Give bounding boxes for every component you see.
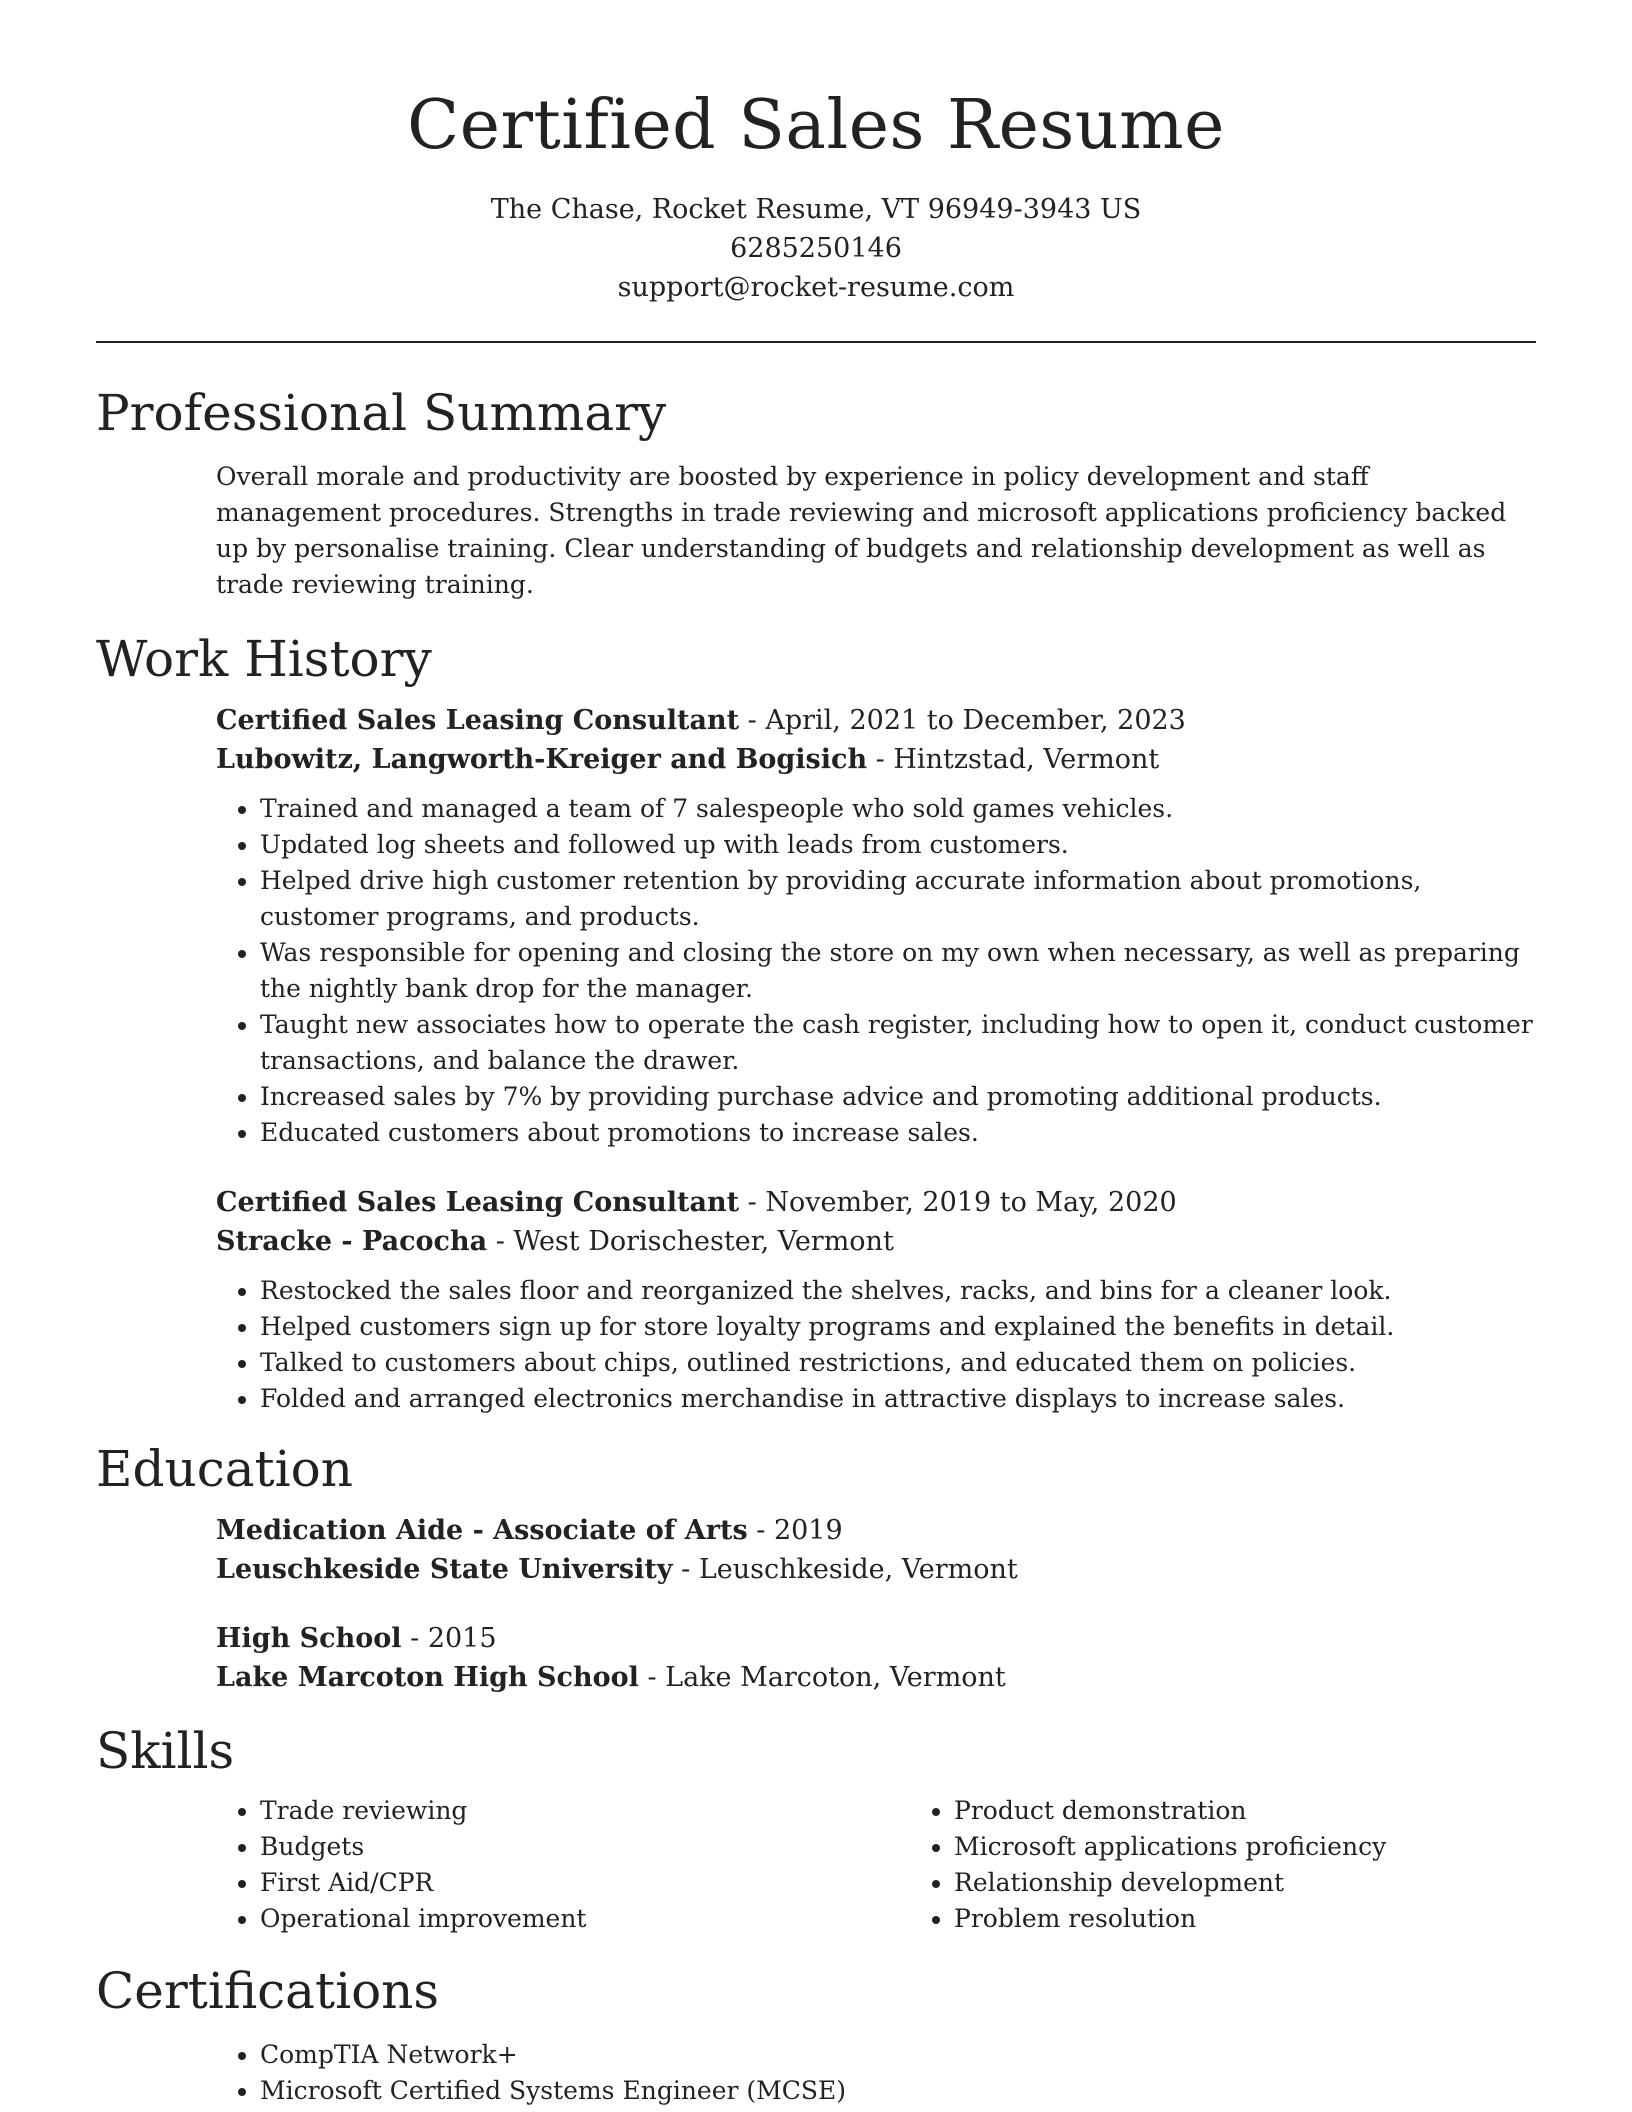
- education-degree: Medication Aide - Associate of Arts: [216, 1515, 748, 1546]
- skills-list-left: [216, 1793, 910, 1937]
- summary-section: [96, 381, 1536, 603]
- job-entry: [216, 1183, 1536, 1417]
- education-school: Leuschkeside State University: [216, 1554, 673, 1585]
- certifications-section: [96, 1959, 1536, 2109]
- job-bullet: • Increased sales by 7% by providing purchase advice and promoting additional products.: [260, 1079, 1536, 1115]
- certifications-heading: Certifications: [96, 1962, 440, 2020]
- education-entry: [216, 1511, 1536, 1589]
- job-company-line: [216, 1222, 1536, 1261]
- certification-item: • Microsoft Certified Systems Engineer (MCSE): [260, 2073, 1536, 2109]
- work-heading: Work History: [96, 630, 432, 688]
- summary-body: [216, 459, 1536, 603]
- job-title-line: [216, 1183, 1536, 1222]
- skills-section: [96, 1719, 1536, 1937]
- certifications-list: [216, 2037, 1536, 2109]
- job-bullet: • Trained and managed a team of 7 salespeople who sold games vehicles.: [260, 791, 1536, 827]
- job-location: - West Dorischester, Vermont: [487, 1226, 894, 1257]
- education-year: - 2015: [401, 1623, 497, 1654]
- work-body: [216, 701, 1536, 1417]
- skills-grid: [216, 1793, 1536, 1937]
- education-heading: Education: [96, 1440, 353, 1498]
- job-company: Stracke - Pacocha: [216, 1226, 488, 1257]
- certification-item: • CompTIA Network+: [260, 2037, 1536, 2073]
- skill-item: • Budgets: [260, 1829, 910, 1865]
- skill-item: • Microsoft applications proficiency: [954, 1829, 1604, 1865]
- job-title-line: [216, 701, 1536, 740]
- education-degree: High School: [216, 1623, 402, 1654]
- job-position: Certified Sales Leasing Consultant: [216, 1187, 740, 1218]
- job-company-line: [216, 740, 1536, 779]
- job-bullet: • Folded and arranged electronics merchandise in attractive displays to increase sales.: [260, 1381, 1536, 1417]
- job-bullet: • Restocked the sales floor and reorganized the shelves, racks, and bins for a cleaner look.: [260, 1273, 1536, 1309]
- skill-item: • Relationship development: [954, 1865, 1604, 1901]
- skills-list-right: [910, 1793, 1604, 1937]
- skill-item: • First Aid/CPR: [260, 1865, 910, 1901]
- skills-heading: Skills: [96, 1722, 235, 1780]
- contact-block: [0, 190, 1632, 307]
- skill-item: • Problem resolution: [954, 1901, 1604, 1937]
- education-school-line: [216, 1550, 1536, 1589]
- education-entry: [216, 1619, 1536, 1697]
- job-position: Certified Sales Leasing Consultant: [216, 705, 740, 736]
- skills-body: [216, 1793, 1536, 1937]
- job-company: Lubowitz, Langworth-Kreiger and Bogisich: [216, 744, 868, 775]
- education-location: - Leuschkeside, Vermont: [672, 1554, 1018, 1585]
- work-section: [96, 627, 1536, 1417]
- job-bullet: • Educated customers about promotions to increase sales.: [260, 1115, 1536, 1151]
- education-year: - 2019: [747, 1515, 843, 1546]
- summary-text: Overall morale and productivity are boosted by experience in policy development and staff management procedures. Strengths in trade reviewing and microsoft applications proficiency backed up by personalise training. Clear understanding of budgets and relationship development as well as trade reviewing training.: [216, 462, 1507, 599]
- summary-heading: Professional Summary: [96, 384, 667, 442]
- job-location: - Hintzstad, Vermont: [867, 744, 1160, 775]
- education-location: - Lake Marcoton, Vermont: [638, 1662, 1006, 1693]
- skill-item: • Product demonstration: [954, 1793, 1604, 1829]
- job-bullet: • Updated log sheets and followed up with leads from customers.: [260, 827, 1536, 863]
- education-section: [96, 1437, 1536, 1697]
- job-bullet: • Was responsible for opening and closing the store on my own when necessary, as well as preparing the nightly bank drop for the manager.: [260, 935, 1536, 1007]
- education-body: [216, 1511, 1536, 1697]
- job-bullet: • Helped drive high customer retention by providing accurate information about promotions, customer programs, and products.: [260, 863, 1536, 935]
- job-bullet: • Taught new associates how to operate the cash register, including how to open it, conduct customer transactions, and balance the drawer.: [260, 1007, 1536, 1079]
- skill-item: • Operational improvement: [260, 1901, 910, 1937]
- education-school-line: [216, 1658, 1536, 1697]
- job-bullet: • Talked to customers about chips, outlined restrictions, and educated them on policies.: [260, 1345, 1536, 1381]
- resume-title: Certified Sales Resume: [407, 86, 1225, 165]
- job-bullet: • Helped customers sign up for store loyalty programs and explained the benefits in detail.: [260, 1309, 1536, 1345]
- job-bullet-list: [216, 1273, 1536, 1417]
- job-bullet-list: [216, 791, 1536, 1151]
- resume-header: [0, 0, 1632, 307]
- skill-item: • Trade reviewing: [260, 1793, 910, 1829]
- header-divider: [96, 341, 1536, 343]
- contact-email: support@rocket-resume.com: [617, 272, 1015, 303]
- education-school: Lake Marcoton High School: [216, 1662, 639, 1693]
- education-degree-line: [216, 1511, 1536, 1550]
- education-degree-line: [216, 1619, 1536, 1658]
- contact-phone: 6285250146: [730, 233, 902, 264]
- job-entry: [216, 701, 1536, 1151]
- certifications-body: [216, 2037, 1536, 2109]
- job-dates: - April, 2021 to December, 2023: [739, 705, 1186, 736]
- contact-address: The Chase, Rocket Resume, VT 96949-3943 US: [490, 194, 1142, 225]
- job-dates: - November, 2019 to May, 2020: [739, 1187, 1177, 1218]
